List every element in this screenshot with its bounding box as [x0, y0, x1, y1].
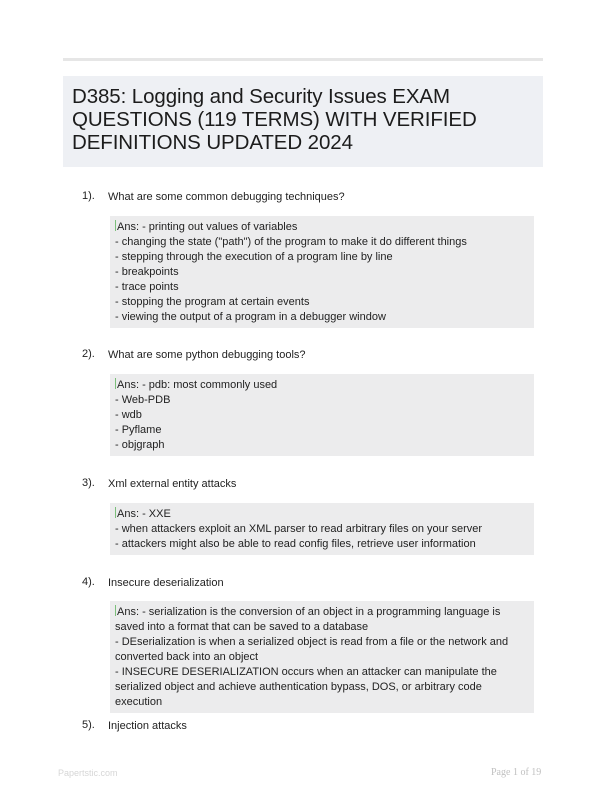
answer-line: - Web-PDB	[115, 394, 171, 406]
question-text: Insecure deserialization	[108, 577, 224, 589]
answer-marker	[115, 378, 116, 389]
answer-marker	[115, 507, 116, 518]
answer-line: - objgraph	[115, 439, 165, 451]
question-text: What are some python debugging tools?	[108, 349, 306, 361]
answer-line: - wdb	[115, 409, 142, 421]
question-number: 4).	[82, 576, 95, 588]
answer-line: - INSECURE DESERIALIZATION occurs when an attacker can manipulate the serialized object and achieve authentication bypass, DOS, or arbitrary code execution	[115, 666, 497, 708]
answer-marker	[115, 220, 116, 231]
question-number: 3).	[82, 477, 95, 489]
question-number: 5).	[82, 719, 95, 731]
question-text: What are some common debugging techniques?	[108, 191, 345, 203]
answer-line: - stopping the program at certain events	[115, 296, 310, 308]
question-text: Injection attacks	[108, 720, 187, 732]
top-divider	[63, 58, 543, 61]
answer-line: - stepping through the execution of a program line by line	[115, 251, 393, 263]
answer-box-1	[110, 216, 534, 328]
answer-marker	[115, 605, 116, 616]
question-number: 1).	[82, 190, 95, 202]
answer-line: - DEserialization is when a serialized object is read from a file or the network and converted back into an object	[115, 636, 509, 663]
answer-box-4	[110, 601, 534, 713]
answer-line: - when attackers exploit an XML parser to read arbitrary files on your server	[115, 523, 483, 535]
answer-line: Ans: - pdb: most commonly used	[117, 379, 278, 391]
answer-line: - breakpoints	[115, 266, 179, 278]
footer-watermark: Papertstic.com	[58, 768, 118, 778]
answer-line: - Pyflame	[115, 424, 162, 436]
answer-line: Ans: - serialization is the conversion of an object in a programming language is saved into a format that can be saved to a database	[115, 606, 501, 633]
answer-line: - attackers might also be able to read config files, retrieve user information	[115, 538, 476, 550]
page-number: Page 1 of 19	[491, 767, 542, 778]
document-title: D385: Logging and Security Issues EXAM QUESTIONS (119 TERMS) WITH VERIFIED DEFINITIONS UPDATED 2024	[72, 85, 477, 154]
answer-line: - changing the state ("path") of the program to make it do different things	[115, 236, 467, 248]
answer-line: - trace points	[115, 281, 179, 293]
title-box	[63, 76, 543, 167]
question-text: Xml external entity attacks	[108, 478, 237, 490]
question-number: 2).	[82, 348, 95, 360]
answer-box-2	[110, 374, 534, 456]
answer-box-3	[110, 503, 534, 555]
answer-line: Ans: - XXE	[117, 508, 171, 520]
answer-line: Ans: - printing out values of variables	[117, 221, 298, 233]
answer-line: - viewing the output of a program in a debugger window	[115, 311, 386, 323]
